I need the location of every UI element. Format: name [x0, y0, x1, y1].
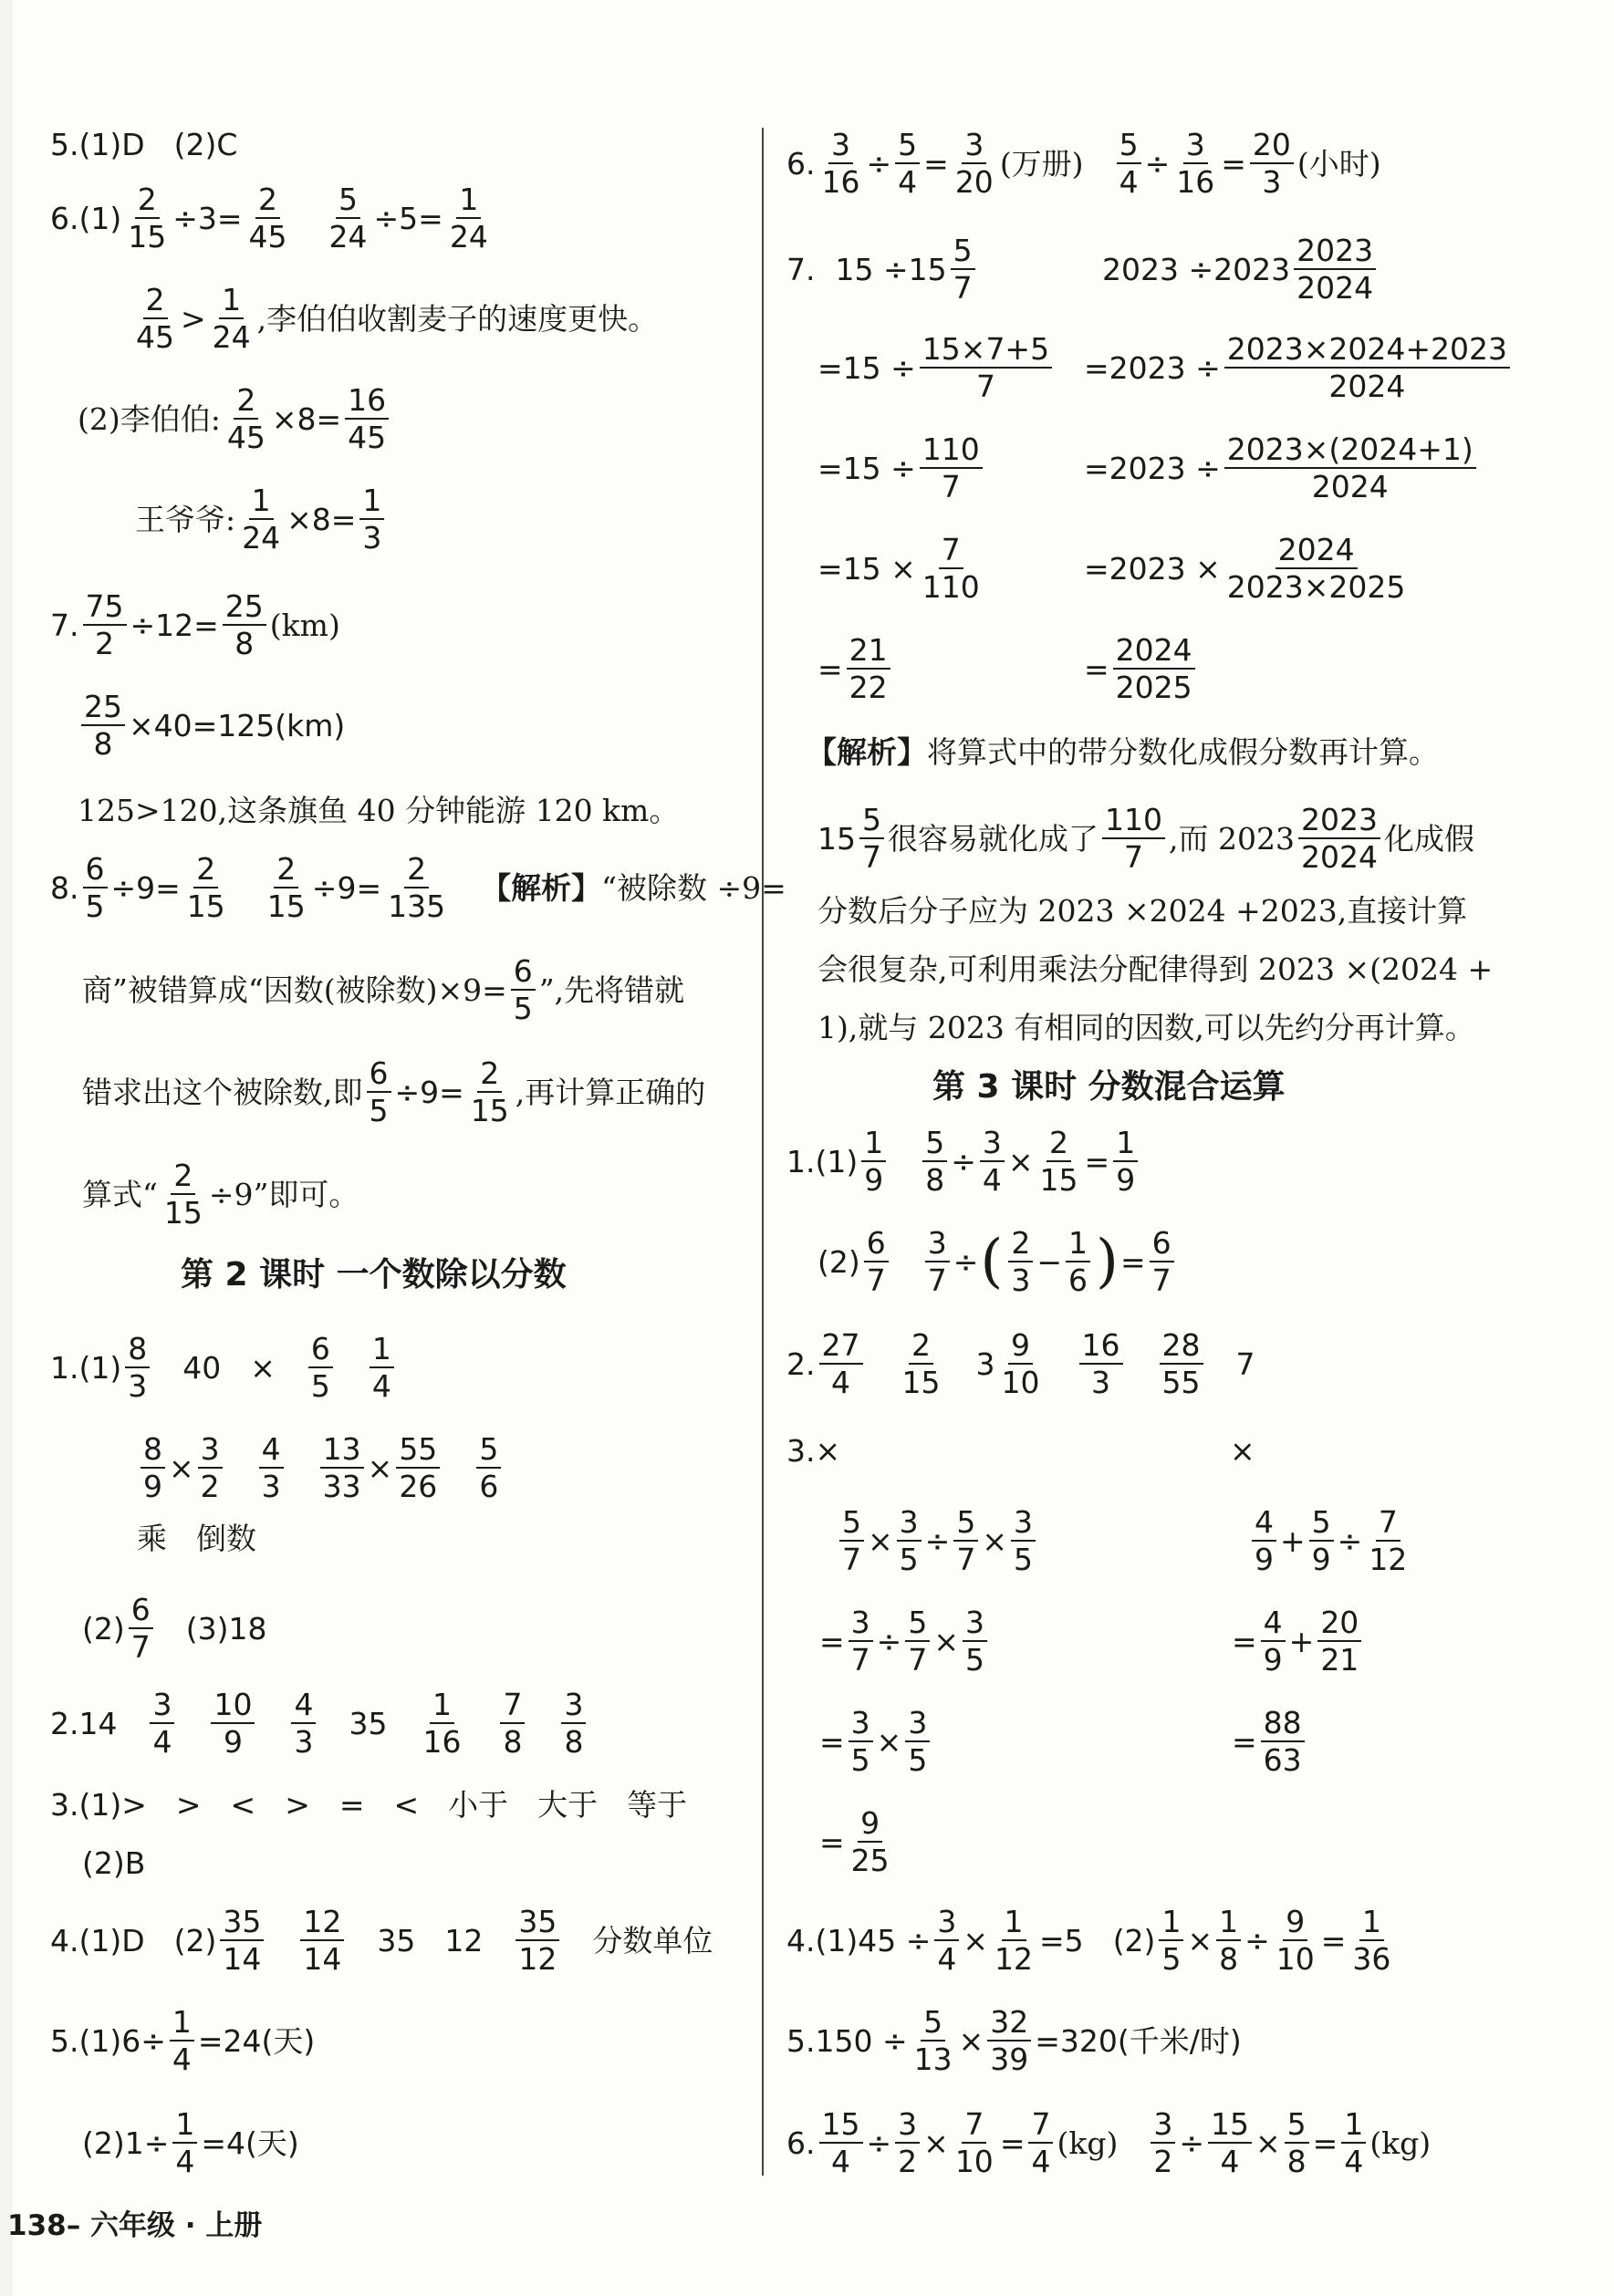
l2-q3-p2: (2)B — [82, 1845, 146, 1881]
fraction: $\frac{4}{3}$ — [259, 1434, 284, 1501]
fraction: $\frac{7}{4}$ — [1028, 2109, 1053, 2177]
fraction: $\frac{25}{8}$ — [81, 691, 125, 759]
fraction: $\frac{6}{7}$ — [864, 1228, 889, 1295]
fraction: $\frac{2023}{2024}$ — [1298, 805, 1380, 872]
fraction: $\frac{2023\times(2024+1)}{2024}$ — [1224, 434, 1476, 502]
lesson-3-heading: 第 3 课时 分数混合运算 — [932, 1068, 1286, 1106]
fraction: $\frac{15}{4}$ — [819, 2109, 863, 2177]
fraction: $\frac{20}{3}$ — [1250, 130, 1294, 197]
fraction: $\frac{7}{110}$ — [922, 532, 980, 605]
fraction: $\frac{25}{8}$ — [223, 591, 266, 659]
l2-q3: 3.(1)> > < > = < 小于 大于 等于 — [50, 1787, 688, 1823]
fraction: $\frac{6}{5}$ — [308, 1334, 333, 1401]
fraction: $\frac{5}{7}$ — [953, 1507, 978, 1574]
fraction: $\frac{16}{3}$ — [1079, 1330, 1123, 1397]
fraction: $\frac{7}{12}$ — [1369, 1504, 1408, 1577]
l2-q5: 5.(1)6 ÷ $\frac{1}{4}$ =24(天) — [50, 2004, 316, 2077]
l3-q3-r2: = $\frac{4}{9}$ + $\frac{20}{21}$ — [1232, 1607, 1365, 1675]
page-footer — [7, 2202, 262, 2243]
fraction: $\frac{3}{2}$ — [895, 2109, 920, 2177]
fraction: $\frac{2023}{2024}$ — [1294, 235, 1376, 303]
l2-q4: 4.(1)D (2) $\frac{35}{14}$ $\frac{12}{14}$ 35 12 $\frac{35}{12}$ 分数单位 — [50, 1904, 713, 1977]
fraction: $\frac{2}{135}$ — [388, 851, 446, 924]
r-q7-row3b: =2023 ÷ $\frac{2023\times(2024+1)}{2024}$ — [1084, 434, 1480, 502]
fraction: $\frac{1}{4}$ — [170, 2007, 194, 2074]
r-q7-row1b: 2023 ÷2023 $\frac{2023}{2024}$ — [1102, 235, 1380, 303]
l3-q3-l3: = $\frac{3}{5}$ × $\frac{3}{5}$ — [819, 1708, 933, 1775]
fraction: $\frac{2}{3}$ — [1008, 1228, 1033, 1295]
fraction: $\frac{1}{8}$ — [1216, 1906, 1241, 1974]
l3-q3-label: 3.× — [786, 1433, 841, 1469]
fraction: $\frac{1}{36}$ — [1352, 1904, 1391, 1977]
fraction: $\frac{6}{7}$ — [1150, 1228, 1174, 1295]
fraction: $\frac{2}{45}$ — [248, 182, 287, 255]
l3-q3-r3: = $\frac{88}{63}$ — [1232, 1708, 1308, 1775]
fraction: $\frac{2}{15}$ — [186, 851, 225, 924]
fraction: $\frac{3}{5}$ — [963, 1607, 987, 1675]
fraction: $\frac{2}{45}$ — [226, 382, 266, 455]
fraction: $\frac{9}{10}$ — [1276, 1904, 1315, 1977]
l-q7-conclusion: 125>120,这条旗鱼 40 分钟能游 120 km。 — [78, 793, 680, 828]
fraction: $\frac{16}{45}$ — [345, 385, 389, 452]
l3-q2: 2. $\frac{27}{4}$ $\frac{2}{15}$ 3 $\frac{9}{10}$ $\frac{16}{3}$ $\frac{28}{55}$ 7 — [786, 1327, 1255, 1400]
fraction: $\frac{35}{14}$ — [220, 1906, 264, 1974]
fraction: $\frac{6}{5}$ — [511, 956, 536, 1023]
l-q8-t2: 商”被错算成“因数(被除数)×9= $\frac{6}{5}$ ”,先将错就 — [82, 953, 685, 1026]
fraction: $\frac{88}{63}$ — [1261, 1708, 1305, 1775]
l-q8: 8. $\frac{6}{5}$ ÷9= $\frac{2}{15}$ $\frac{2}{15}$ ÷9= $\frac{2}{135}$ 【解析】 “被除数 ÷9= — [50, 851, 786, 924]
fraction: $\frac{3}{4}$ — [934, 1906, 959, 1974]
fraction: $\frac{32}{39}$ — [987, 2007, 1031, 2074]
fraction: $\frac{3}{7}$ — [925, 1228, 950, 1295]
fraction: $\frac{12}{14}$ — [300, 1906, 344, 1974]
r-q7-row2: =15 ÷ $\frac{15\times 7+5}{7}$ — [817, 334, 1056, 401]
l-q7-b: $\frac{25}{8}$ ×40=125(km) — [78, 691, 345, 759]
r-q7-row4: =15 × $\frac{7}{110}$ — [817, 535, 986, 602]
fraction: $\frac{9}{10}$ — [1001, 1327, 1040, 1400]
r-q7-analysis-2: 15 $\frac{5}{7}$ 很容易就化成了 $\frac{110}{7}$ ,而 2023 $\frac{2023}{2024}$ 化成假 — [817, 802, 1474, 875]
l-q6-compare: $\frac{2}{45}$ > $\frac{1}{24}$ ,李伯伯收割麦子的速度更快。 — [130, 285, 658, 352]
l3-q6: 6. $\frac{15}{4}$ ÷ $\frac{3}{2}$ × $\frac{7}{10}$ = $\frac{7}{4}$ (kg) $\frac{3}{2}$ ÷ $\frac{15}{4}$ × $\frac{5}{8}$ = $\frac{1}{4}$ (kg) — [786, 2106, 1432, 2179]
l2-q5-p2: (2)1 ÷ $\frac{1}{4}$ =4(天) — [82, 2106, 299, 2179]
fraction: $\frac{1}{4}$ — [1341, 2109, 1366, 2177]
lesson-2-heading: 第 2 课时 一个数除以分数 — [181, 1256, 567, 1293]
fraction: $\frac{7}{10}$ — [954, 2106, 994, 2179]
fraction: $\frac{2}{15}$ — [1039, 1125, 1078, 1198]
fraction: $\frac{2}{15}$ — [163, 1158, 203, 1231]
l-q6-p2b: 王爷爷: $\frac{1}{24}$ ×8= $\frac{1}{3}$ — [135, 485, 388, 553]
right-paren: ) — [1096, 1228, 1119, 1295]
page-number: 138 — [7, 2209, 67, 2242]
l2-q1-row3: 乘 倒数 — [137, 1521, 256, 1556]
l3-q1-p2: (2) $\frac{6}{7}$ $\frac{3}{7}$ ÷ ( $\frac{2}{3}$ − $\frac{1}{6}$ ) = $\frac{6}{7}$ — [817, 1228, 1178, 1295]
fraction: $\frac{2}{15}$ — [128, 182, 167, 255]
fraction: $\frac{1}{12}$ — [994, 1904, 1034, 1977]
fraction: $\frac{15}{4}$ — [1208, 2109, 1252, 2177]
l3-q3-l4: = $\frac{9}{25}$ — [819, 1808, 896, 1875]
l3-q3-l1: $\frac{5}{7}$ × $\frac{3}{5}$ ÷ $\frac{5}{7}$ × $\frac{3}{5}$ — [836, 1507, 1039, 1574]
l-q7: 7. $\frac{75}{2}$ ÷12= $\frac{25}{8}$ (km) — [50, 588, 340, 661]
fraction: $\frac{28}{55}$ — [1160, 1330, 1203, 1397]
fraction: $\frac{2}{45}$ — [136, 282, 174, 355]
l2-q1: 1.(1) $\frac{8}{3}$ 40 × $\frac{6}{5}$ $\frac{1}{4}$ — [50, 1334, 398, 1401]
fraction: $\frac{2}{15}$ — [470, 1055, 509, 1128]
r-q7-analysis-4: 会很复杂,可利用乘法分配律得到 2023 ×(2024 + — [817, 951, 1494, 987]
fraction: $\frac{7}{8}$ — [500, 1689, 525, 1757]
fraction: $\frac{3}{2}$ — [1151, 2109, 1175, 2177]
fraction: $\frac{5}{7}$ — [905, 1607, 930, 1675]
left-paren: ( — [980, 1228, 1004, 1295]
fraction: $\frac{27}{4}$ — [819, 1330, 863, 1397]
fraction: $\frac{3}{5}$ — [905, 1708, 930, 1775]
fraction: $\frac{2023\times 2024+2023}{2024}$ — [1224, 334, 1510, 401]
fraction: $\frac{20}{21}$ — [1317, 1607, 1361, 1675]
fraction: $\frac{3}{5}$ — [897, 1507, 922, 1574]
fraction: $\frac{1}{24}$ — [212, 282, 251, 355]
fraction: $\frac{1}{16}$ — [422, 1687, 462, 1760]
fraction: $\frac{21}{22}$ — [847, 635, 890, 702]
fraction: $\frac{8}{3}$ — [125, 1334, 150, 1401]
fraction: $\frac{2}{15}$ — [266, 851, 306, 924]
l-q8-t3: 错求出这个被除数,即 $\frac{6}{5}$ ÷9= $\frac{2}{15}$ ,再计算正确的 — [82, 1055, 706, 1128]
fraction: $\frac{3}{20}$ — [954, 127, 994, 200]
l3-q5: 5.150 ÷ $\frac{5}{13}$ × $\frac{32}{39}$ =320(千米/时) — [786, 2004, 1242, 2077]
column-divider — [762, 128, 764, 2176]
fraction: $\frac{3}{5}$ — [1011, 1507, 1036, 1574]
fraction: $\frac{2024}{2023\times 2025}$ — [1226, 532, 1406, 605]
fraction: $\frac{1}{4}$ — [370, 1334, 394, 1401]
fraction: $\frac{1}{6}$ — [1066, 1228, 1090, 1295]
l3-q3-r1: $\frac{4}{9}$ + $\frac{5}{9}$ ÷ $\frac{7}{12}$ — [1248, 1507, 1413, 1574]
l2-q1-row2: $\frac{8}{9}$ × $\frac{3}{2}$ $\frac{4}{3}$ $\frac{13}{33}$ × $\frac{55}{26}$ $\frac{5}{6}$ — [137, 1434, 505, 1501]
fraction: $\frac{5}{7}$ — [839, 1507, 864, 1574]
fraction: $\frac{1}{4}$ — [172, 2109, 197, 2177]
fraction: $\frac{5}{13}$ — [913, 2004, 953, 2077]
l3-q1: 1.(1) $\frac{1}{9}$ $\frac{5}{8}$ ÷ $\frac{3}{4}$ × $\frac{2}{15}$ = $\frac{1}{9}$ — [786, 1127, 1141, 1195]
fraction: $\frac{3}{5}$ — [849, 1708, 873, 1775]
fraction: $\frac{75}{2}$ — [83, 591, 127, 659]
r-q7-row5b: = $\frac{2024}{2025}$ — [1084, 635, 1199, 702]
l2-q1-p2: (2) $\frac{6}{7}$ (3)18 — [82, 1592, 267, 1665]
fraction: $\frac{5}{8}$ — [1285, 2109, 1309, 2177]
fraction: $\frac{4}{3}$ — [291, 1689, 316, 1757]
fraction: $\frac{3}{2}$ — [198, 1434, 223, 1501]
fraction: $\frac{6}{7}$ — [129, 1595, 153, 1662]
l2-q2: 2.14 $\frac{3}{4}$ $\frac{10}{9}$ $\frac{4}{3}$ 35 $\frac{1}{16}$ $\frac{7}{8}$ $\frac{3}{8}$ — [50, 1689, 589, 1757]
fraction: $\frac{13}{33}$ — [320, 1434, 364, 1501]
fraction: $\frac{5}{6}$ — [476, 1434, 501, 1501]
r-q7-analysis-1: 【解析】 将算式中的带分数化成假分数再计算。 — [807, 734, 1439, 770]
fraction: $\frac{1}{5}$ — [1159, 1906, 1183, 1974]
r-q7-analysis-5: 1),就与 2023 有相同的因数,可以先约分再计算。 — [817, 1010, 1475, 1045]
fraction: $\frac{3}{4}$ — [980, 1127, 1005, 1195]
fraction: $\frac{5}{4}$ — [1117, 130, 1141, 197]
fraction: $\frac{5}{4}$ — [895, 130, 920, 197]
fraction: $\frac{110}{7}$ — [1102, 805, 1165, 872]
fraction: $\frac{5}{7}$ — [951, 235, 975, 303]
fraction: $\frac{6}{5}$ — [83, 854, 108, 921]
fraction: $\frac{1}{9}$ — [861, 1127, 886, 1195]
fraction: $\frac{3}{8}$ — [561, 1689, 586, 1757]
fraction: $\frac{3}{7}$ — [849, 1607, 873, 1675]
l-q5: 5.(1)D (2)C — [50, 127, 238, 162]
grade-label: – 六年级 · 上册 — [66, 2209, 263, 2242]
r-q6: 6. $\frac{3}{16}$ ÷ $\frac{5}{4}$ = $\frac{3}{20}$ (万册) $\frac{5}{4}$ ÷ $\frac{3}{16}$ = $\frac{20}{3}$ (小时) — [786, 127, 1381, 200]
fraction: $\frac{4}{9}$ — [1252, 1507, 1276, 1574]
fraction: $\frac{35}{12}$ — [515, 1906, 559, 1974]
fraction: $\frac{2024}{2025}$ — [1113, 635, 1195, 702]
fraction: $\frac{3}{4}$ — [150, 1689, 174, 1757]
fraction: $\frac{3}{16}$ — [1176, 127, 1215, 200]
fraction: $\frac{5}{8}$ — [922, 1127, 947, 1195]
fraction: $\frac{1}{24}$ — [449, 182, 488, 255]
r-q7-row3: =15 ÷ $\frac{110}{7}$ — [817, 434, 986, 502]
page-edge — [0, 0, 13, 2296]
l3-q3-l2: = $\frac{3}{7}$ ÷ $\frac{5}{7}$ × $\frac{3}{5}$ — [819, 1607, 991, 1675]
fraction: $\frac{5}{7}$ — [859, 805, 884, 872]
fraction: $\frac{8}{9}$ — [141, 1434, 165, 1501]
fraction: $\frac{3}{16}$ — [821, 127, 860, 200]
fraction: $\frac{110}{7}$ — [920, 434, 983, 502]
fraction: $\frac{5}{9}$ — [1309, 1507, 1334, 1574]
fraction: $\frac{1}{9}$ — [1113, 1127, 1138, 1195]
fraction: $\frac{6}{5}$ — [367, 1058, 391, 1126]
fraction: $\frac{10}{9}$ — [211, 1689, 255, 1757]
fraction: $\frac{55}{26}$ — [396, 1434, 440, 1501]
l3-q4: 4.(1)45 ÷ $\frac{3}{4}$ × $\frac{1}{12}$ =5 (2) $\frac{1}{5}$ × $\frac{1}{8}$ ÷ $\frac{9}{10}$ = $\frac{1}{36}$ — [786, 1906, 1397, 1974]
fraction: $\frac{9}{25}$ — [850, 1805, 890, 1878]
fraction: $\frac{2}{15}$ — [901, 1327, 941, 1400]
r-q7-row2b: =2023 ÷ $\frac{2023\times 2024+2023}{2024}$ — [1084, 334, 1514, 401]
fraction: $\frac{1}{3}$ — [359, 485, 384, 553]
l3-q3-cross: × — [1230, 1433, 1255, 1469]
fraction: $\frac{5}{24}$ — [328, 182, 368, 255]
l-q6: 6.(1) $\frac{2}{15}$ ÷3= $\frac{2}{45}$ $\frac{5}{24}$ ÷5= $\frac{1}{24}$ — [50, 184, 495, 252]
r-q7-row5: = $\frac{21}{22}$ — [817, 635, 894, 702]
l-q6-p2: (2)李伯伯: $\frac{2}{45}$ ×8= $\frac{16}{45}$ — [78, 385, 392, 452]
r-q7-row1: 7. 15 ÷15 $\frac{5}{7}$ — [786, 235, 979, 303]
r-q7-analysis-3: 分数后分子应为 2023 ×2024 +2023,直接计算 — [817, 893, 1468, 929]
fraction: $\frac{4}{9}$ — [1261, 1607, 1286, 1675]
fraction: $\frac{15\times 7+5}{7}$ — [920, 334, 1052, 401]
r-q7-row4b: =2023 × $\frac{2024}{2023\times 2025}$ — [1084, 535, 1411, 602]
l-q8-t4: 算式“ $\frac{2}{15}$ ÷9”即可。 — [82, 1158, 359, 1231]
fraction: $\frac{1}{24}$ — [242, 483, 281, 556]
